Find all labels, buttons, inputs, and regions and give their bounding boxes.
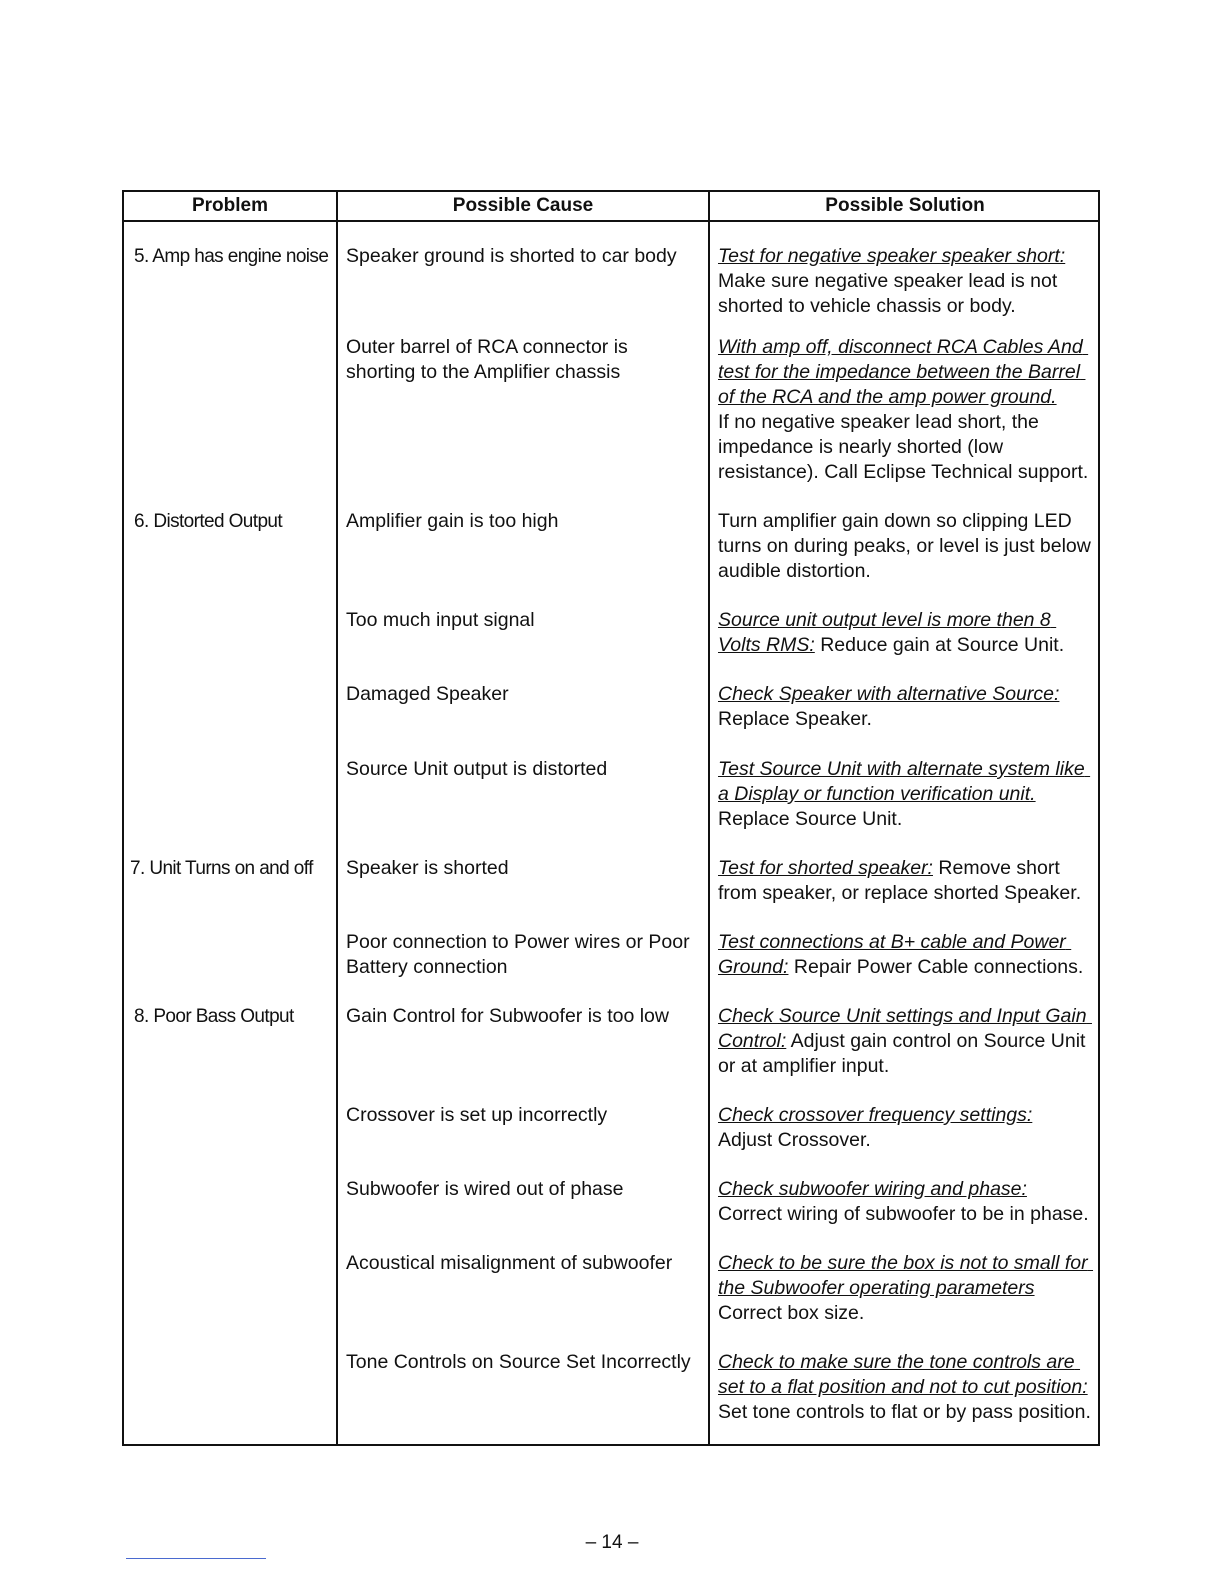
cause-cell: Too much input signal (346, 609, 535, 631)
troubleshooting-table (122, 190, 1100, 1446)
solution-text: Make sure negative speaker lead is not shorted to vehicle chassis or body. (718, 270, 1063, 317)
column-divider (708, 192, 710, 1444)
problem-cell: 6. Distorted Output (134, 511, 283, 532)
solution-text: If no negative speaker lead short, the impedance is nearly shorted (low resistance). Call Eclipse Technical support. (718, 411, 1089, 483)
solution-cell (718, 608, 1098, 658)
cause-cell: Crossover is set up incorrectly (346, 1104, 608, 1126)
solution-text: Replace Source Unit. (718, 808, 903, 830)
solution-lead: Test Source Unit with alternate system like a Display or function verification unit. (718, 758, 1091, 805)
solution-text: Reduce gain at Source Unit. (814, 634, 1065, 656)
cause-cell: Source Unit output is distorted (346, 758, 608, 780)
solution-cell (718, 509, 1098, 584)
header-solution: Possible Solution (825, 195, 985, 216)
solution-cell (718, 244, 1098, 319)
solution-lead: Test for shorted speaker: (718, 857, 933, 879)
table-header (124, 192, 1098, 222)
page-number: – 14 – (585, 1532, 639, 1553)
cause-cell: Poor connection to Power wires or Poor Battery connection (346, 931, 696, 978)
solution-text: Set tone controls to flat or by pass position. (718, 1401, 1091, 1423)
solution-cell (718, 335, 1098, 485)
problem-cell: 8. Poor Bass Output (134, 1006, 294, 1027)
solution-cell (718, 682, 1098, 732)
solution-lead: Check Source Unit settings and Input Gain Control: (718, 1005, 1092, 1052)
solution-cell (718, 930, 1098, 980)
solution-cell (718, 1177, 1098, 1227)
solution-lead: Test connections at B+ cable and Power Ground: (718, 931, 1072, 978)
solution-cell (718, 1251, 1098, 1326)
solution-cell (718, 1350, 1098, 1425)
solution-text: Adjust Crossover. (718, 1129, 871, 1151)
cause-cell: Subwoofer is wired out of phase (346, 1178, 624, 1200)
cause-cell: Amplifier gain is too high (346, 510, 559, 532)
solution-cell (718, 856, 1098, 906)
cause-cell: Speaker is shorted (346, 857, 509, 879)
cause-cell: Acoustical misalignment of subwoofer (346, 1252, 673, 1274)
header-problem: Problem (191, 195, 269, 216)
solution-text: Repair Power Cable connections. (788, 956, 1084, 978)
solution-lead: With amp off, disconnect RCA Cables And test for the impedance between the Barrel of the RCA and the amp power ground. (718, 336, 1089, 408)
footer-rule (126, 1558, 266, 1559)
cause-cell: Damaged Speaker (346, 683, 509, 705)
column-divider (336, 192, 338, 1444)
solution-lead: Test for negative speaker speaker short: (718, 245, 1066, 267)
solution-text: Replace Speaker. (718, 708, 872, 730)
solution-lead: Check crossover frequency settings: (718, 1104, 1033, 1126)
problem-cell: 5. Amp has engine noise (134, 246, 329, 267)
solution-cell (718, 757, 1098, 832)
cause-cell: Outer barrel of RCA connector is shorting to the Amplifier chassis (346, 336, 634, 383)
solution-lead: Check Speaker with alternative Source: (718, 683, 1060, 705)
solution-text: Turn amplifier gain down so clipping LED turns on during peaks, or level is just below audible distortion. (718, 510, 1097, 582)
header-cause: Possible Cause (452, 195, 594, 216)
solution-cell (718, 1004, 1098, 1079)
cause-cell: Speaker ground is shorted to car body (346, 245, 677, 267)
cause-cell: Gain Control for Subwoofer is too low (346, 1005, 669, 1027)
solution-text: Adjust gain control on Source Unit or at amplifier input. (718, 1030, 1091, 1077)
solution-lead: Check to make sure the tone controls are set to a flat position and not to cut position: (718, 1351, 1088, 1398)
solution-text: Correct wiring of subwoofer to be in phase. (718, 1203, 1089, 1225)
solution-text: Correct box size. (718, 1302, 865, 1324)
solution-cell (718, 1103, 1098, 1153)
solution-lead: Check to be sure the box is not to small for the Subwoofer operating parameters (718, 1252, 1094, 1299)
solution-lead: Check subwoofer wiring and phase: (718, 1178, 1027, 1200)
cause-cell: Tone Controls on Source Set Incorrectly (346, 1351, 691, 1373)
solution-text: Remove short from speaker, or replace shorted Speaker. (718, 857, 1082, 904)
solution-lead: Source unit output level is more then 8 Volts RMS: (718, 609, 1057, 656)
problem-cell: 7. Unit Turns on and off (130, 858, 313, 879)
